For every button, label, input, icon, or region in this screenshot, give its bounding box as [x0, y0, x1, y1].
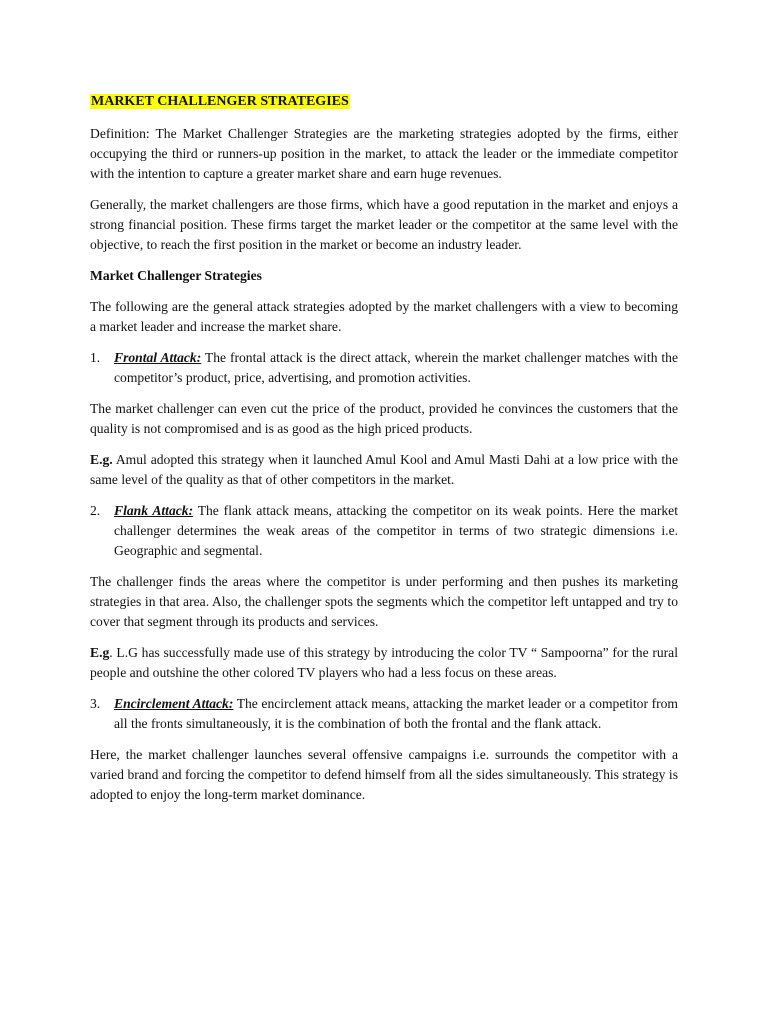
item-term: Frontal Attack: — [114, 350, 202, 365]
strategy-item-flank — [90, 501, 678, 561]
example-label: E.g — [90, 645, 110, 660]
item-text: The frontal attack is the direct attack, wherein the market challenger matches with the competitor’s product, price, advertising, and promotion activities. — [114, 350, 679, 385]
item-body — [114, 694, 678, 734]
example-text: Amul adopted this strategy when it launched Amul Kool and Amul Masti Dahi at a low price with the same level of the quality as that of other competitors in the market. — [90, 452, 678, 487]
strategy-item-frontal — [90, 348, 678, 388]
encirclement-detail-paragraph: Here, the market challenger launches several offensive campaigns i.e. surrounds the competitor with a varied brand and forcing the competitor to defend himself from all the sides simultaneously. This strategy is adopted to enjoy the long-term market dominance. — [90, 747, 678, 802]
item-body — [114, 501, 678, 561]
example-label: E.g. — [90, 452, 113, 467]
item-text: The encirclement attack means, attacking the market leader or a competitor from all the fronts simultaneously, it is the combination of both the frontal and the flank attack. — [114, 696, 679, 731]
item-number: 2. — [90, 503, 101, 518]
section-subheading: Market Challenger Strategies — [90, 268, 262, 283]
frontal-example-paragraph — [90, 450, 678, 490]
strategy-item-encirclement — [90, 694, 678, 734]
item-number: 1. — [90, 350, 101, 365]
item-number: 3. — [90, 696, 101, 711]
item-term: Flank Attack: — [114, 503, 194, 518]
example-text: . L.G has successfully made use of this strategy by introducing the color TV “ Sampoorna” for the rural people and outshine the other colored TV players who had a less focus on these areas. — [90, 645, 678, 680]
document-title — [90, 92, 678, 112]
item-body — [114, 348, 678, 388]
flank-example-paragraph — [90, 643, 678, 683]
document-title-highlight: MARKET CHALLENGER STRATEGIES — [91, 94, 349, 109]
item-text: The flank attack means, attacking the competitor on its weak points. Here the market challenger determines the weak areas of the competitor in terms of two strategic dimensions i.e. Geographic and segmental. — [114, 503, 678, 558]
frontal-detail-paragraph: The market challenger can even cut the price of the product, provided he convinces the customers that the quality is not compromised and is as good as the high priced products. — [90, 401, 678, 436]
flank-detail-paragraph: The challenger finds the areas where the competitor is under performing and then pushes its marketing strategies in that area. Also, the challenger spots the segments which the competitor left untapped and try to cover that segment through its products and services. — [90, 574, 678, 629]
item-term: Encirclement Attack: — [114, 696, 234, 711]
intro-paragraph: Generally, the market challengers are those firms, which have a good reputation in the market and enjoys a strong financial position. These firms target the market leader or the competitor at the same level with the objective, to reach the first position in the market or become an industry leader. — [90, 197, 678, 252]
lead-paragraph: The following are the general attack strategies adopted by the market challengers with a view to becoming a market leader and increase the market share. — [90, 299, 678, 334]
definition-paragraph: Definition: The Market Challenger Strategies are the marketing strategies adopted by the firms, either occupying the third or runners-up position in the market, to attack the leader or the immediate competitor with the intention to capture a greater market share and earn huge revenues. — [90, 126, 678, 181]
